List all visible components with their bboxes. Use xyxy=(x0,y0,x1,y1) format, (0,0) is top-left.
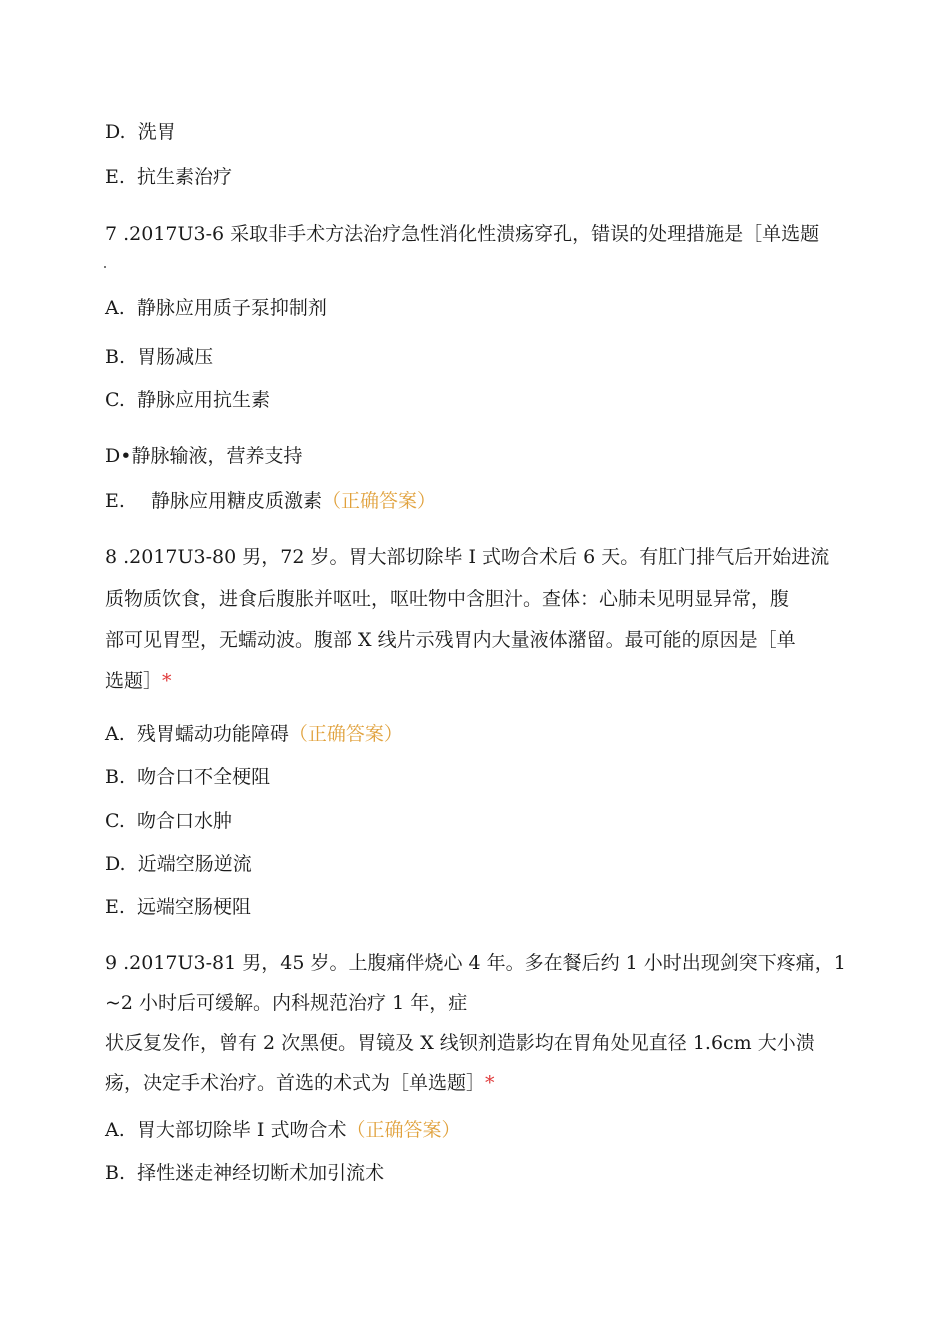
q8-option-d xyxy=(105,852,252,876)
q8-stem-line-2: 质物质饮食，进食后腹胀并呕吐，呕吐物中含胆汁。查体：心肺未见明显异常，腹 xyxy=(105,588,790,610)
q9-stem-line-4 xyxy=(105,1071,850,1095)
option-key: A. xyxy=(105,1119,125,1141)
option-text: 远端空肠梗阻 xyxy=(137,896,252,918)
option-key: B. xyxy=(105,766,126,788)
q9-option-b xyxy=(105,1161,384,1185)
option-text: 静脉应用抗生素 xyxy=(137,389,271,411)
q8-option-a xyxy=(105,722,403,746)
option-key: C. xyxy=(105,810,125,832)
q7-option-e xyxy=(105,489,436,513)
option-text: 吻合口水肿 xyxy=(137,810,233,832)
option-key: D. xyxy=(105,121,126,143)
option-text: 胃大部切除毕 I 式吻合术 xyxy=(136,1119,347,1141)
option-key: E. xyxy=(105,166,125,188)
option-key: A. xyxy=(105,723,125,745)
required-star: * xyxy=(162,670,172,692)
correct-answer-mark: （正确答案） xyxy=(288,723,403,745)
q7-option-c xyxy=(105,388,270,412)
option-key: D• xyxy=(105,445,132,467)
required-star: * xyxy=(485,1072,495,1094)
stem-text: 选题］ xyxy=(105,670,163,692)
q9-stem-line-2: ~2 小时后可缓解。内科规范治疗 1 年，症 xyxy=(105,992,468,1014)
stray-dot xyxy=(104,266,106,268)
stem-text: 疡，决定手术治疗。首选的术式为［单选题］ xyxy=(105,1072,486,1094)
q6-option-d xyxy=(105,120,176,144)
option-text: 残胃蠕动功能障碍 xyxy=(136,723,289,745)
option-key: B. xyxy=(105,346,126,368)
option-key: C. xyxy=(105,389,125,411)
option-text: 择性迷走神经切断术加引流术 xyxy=(137,1162,385,1184)
option-text: 静脉应用质子泵抑制剂 xyxy=(136,297,327,319)
option-text: 静脉输液，营养支持 xyxy=(131,445,303,467)
q7-option-d xyxy=(105,444,302,468)
option-key: E. xyxy=(105,490,125,512)
q9-option-a xyxy=(105,1118,460,1142)
q7-stem: 7 .2017U3-6 采取非手术方法治疗急性消化性溃疡穿孔，错误的处理措施是［单选题 xyxy=(105,223,820,245)
correct-answer-mark: （正确答案） xyxy=(346,1119,461,1141)
q8-option-e xyxy=(105,895,251,919)
option-text: 近端空肠逆流 xyxy=(137,853,252,875)
option-text: 吻合口不全梗阻 xyxy=(137,766,271,788)
option-text: 静脉应用糖皮质激素 xyxy=(151,490,323,512)
option-key: E. xyxy=(105,896,125,918)
option-text: 洗胃 xyxy=(137,121,176,143)
q8-option-b xyxy=(105,765,270,789)
q8-stem-line-4 xyxy=(105,669,850,693)
q8-stem-line-1: 8 .2017U3-80 男，72 岁。胃大部切除毕 I 式吻合术后 6 天。有肛门排气后开始进流 xyxy=(105,546,830,568)
q9-stem-line-1: 9 .2017U3-81 男，45 岁。上腹痛伴烧心 4 年。多在餐后约 1 小时出现剑突下疼痛，1 xyxy=(105,952,846,974)
q7-option-b xyxy=(105,345,213,369)
option-text: 抗生素治疗 xyxy=(137,166,233,188)
correct-answer-mark: （正确答案） xyxy=(322,490,437,512)
q8-stem-line-3: 部可见胃型，无蠕动波。腹部 X 线片示残胃内大量液体潴留。最可能的原因是［单 xyxy=(105,629,796,651)
q8-option-c xyxy=(105,809,232,833)
q9-stem-line-3: 状反复发作，曾有 2 次黑便。胃镜及 X 线钡剂造影均在胃角处见直径 1.6cm 大小溃 xyxy=(105,1032,815,1054)
q6-option-e xyxy=(105,165,232,189)
q7-option-a xyxy=(105,296,327,320)
option-key: A. xyxy=(105,297,125,319)
option-key: B. xyxy=(105,1162,126,1184)
option-key: D. xyxy=(105,853,126,875)
option-text: 胃肠减压 xyxy=(137,346,214,368)
